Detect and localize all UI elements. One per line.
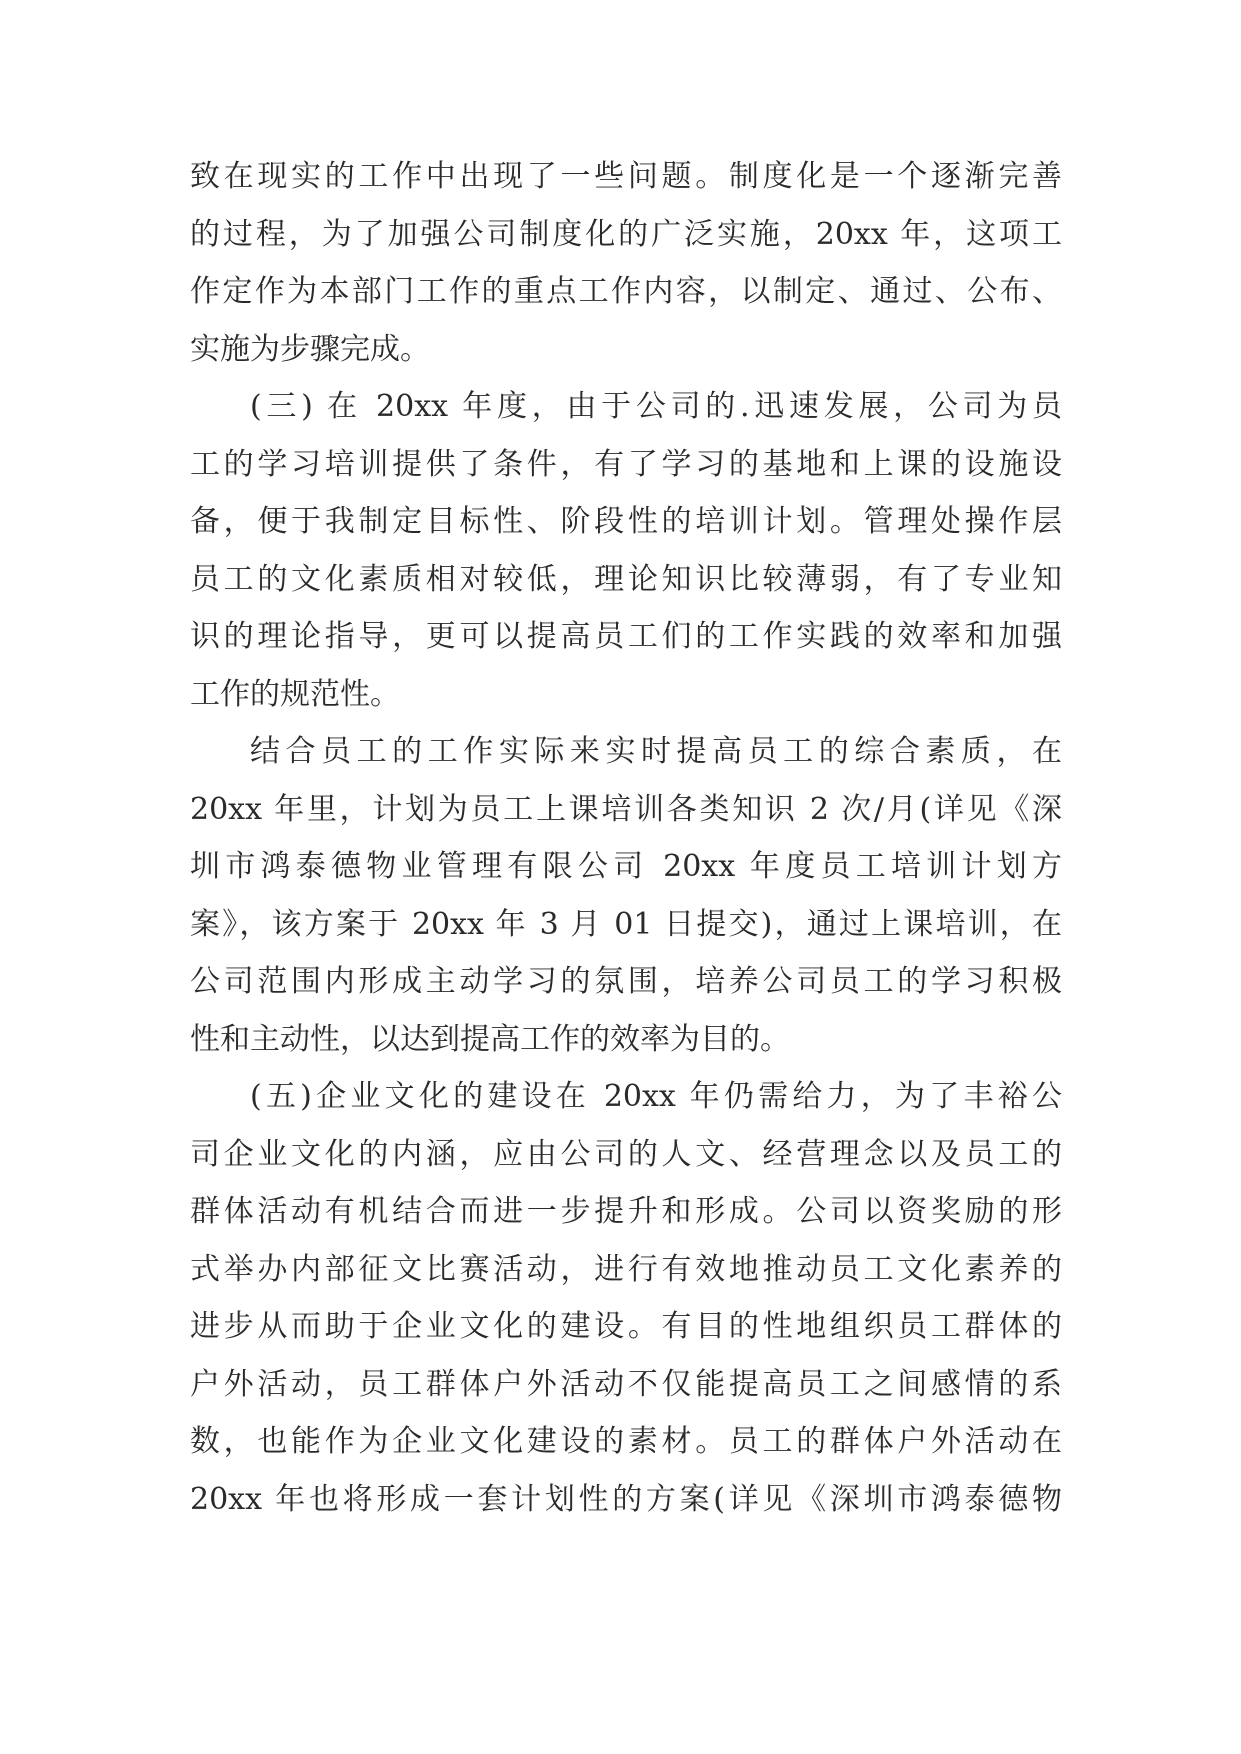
- text-line: 案》，该方案于 20xx 年 3 月 01 日提交)，通过上课培训，在: [190, 906, 1062, 942]
- text-line: 致在现实的工作中出现了一些问题。制度化是一个逐渐完善: [190, 159, 1062, 194]
- text-line: 户外活动，员工群体户外活动不仅能提高员工之间感情的系: [190, 1366, 1062, 1402]
- text-line: 公司范围内形成主动学习的氛围，培养公司员工的学习积极: [190, 964, 1062, 999]
- text-line: 数，也能作为企业文化建设的素材。员工的群体户外活动在: [190, 1424, 1062, 1459]
- text-line: 作定作为本部门工作的重点工作内容，以制定、通过、公布、: [190, 274, 1062, 309]
- text-line: 进步从而助于企业文化的建设。有目的性地组织员工群体的: [190, 1309, 1062, 1344]
- text-line: 识的理论指导，更可以提高员工们的工作实践的效率和加强: [190, 619, 1062, 654]
- text-line: 实施为步骤完成。: [190, 331, 430, 367]
- paragraph-4: [190, 1068, 1062, 1528]
- text-line: 备，便于我制定目标性、阶段性的培训计划。管理处操作层: [190, 504, 1062, 539]
- text-line: 群体活动有机结合而进一步提升和形成。公司以资奖励的形: [190, 1194, 1062, 1229]
- paragraph-1: [190, 148, 1062, 378]
- text-line: 的过程，为了加强公司制度化的广泛实施，20xx 年，这项工: [190, 216, 1062, 252]
- text-line: (三) 在 20xx 年度，由于公司的.迅速发展，公司为员: [250, 389, 1062, 424]
- text-line: 性和主动性，以达到提高工作的效率为目的。: [190, 1021, 790, 1057]
- text-line: 司企业文化的内涵，应由公司的人文、经营理念以及员工的: [190, 1136, 1062, 1172]
- text-line: 员工的文化素质相对较低，理论知识比较薄弱，有了专业知: [190, 561, 1062, 597]
- text-line: 工的学习培训提供了条件，有了学习的基地和上课的设施设: [190, 446, 1062, 482]
- text-line: 式举办内部征文比赛活动，进行有效地推动员工文化素养的: [190, 1251, 1062, 1287]
- document-body: [190, 148, 1062, 1528]
- paragraph-3: [190, 723, 1062, 1068]
- text-line: 结合员工的工作实际来实时提高员工的综合素质，在: [250, 734, 1062, 769]
- text-line: 工作的规范性。: [190, 676, 400, 712]
- text-line: (五)企业文化的建设在 20xx 年仍需给力，为了丰裕公: [250, 1079, 1062, 1114]
- text-line: 20xx 年里，计划为员工上课培训各类知识 2 次/月(详见《深: [190, 791, 1062, 827]
- text-line: 圳市鸿泰德物业管理有限公司 20xx 年度员工培训计划方: [190, 849, 1062, 884]
- text-line: 20xx 年也将形成一套计划性的方案(详见《深圳市鸿泰德物: [190, 1481, 1062, 1517]
- paragraph-2: [190, 378, 1062, 723]
